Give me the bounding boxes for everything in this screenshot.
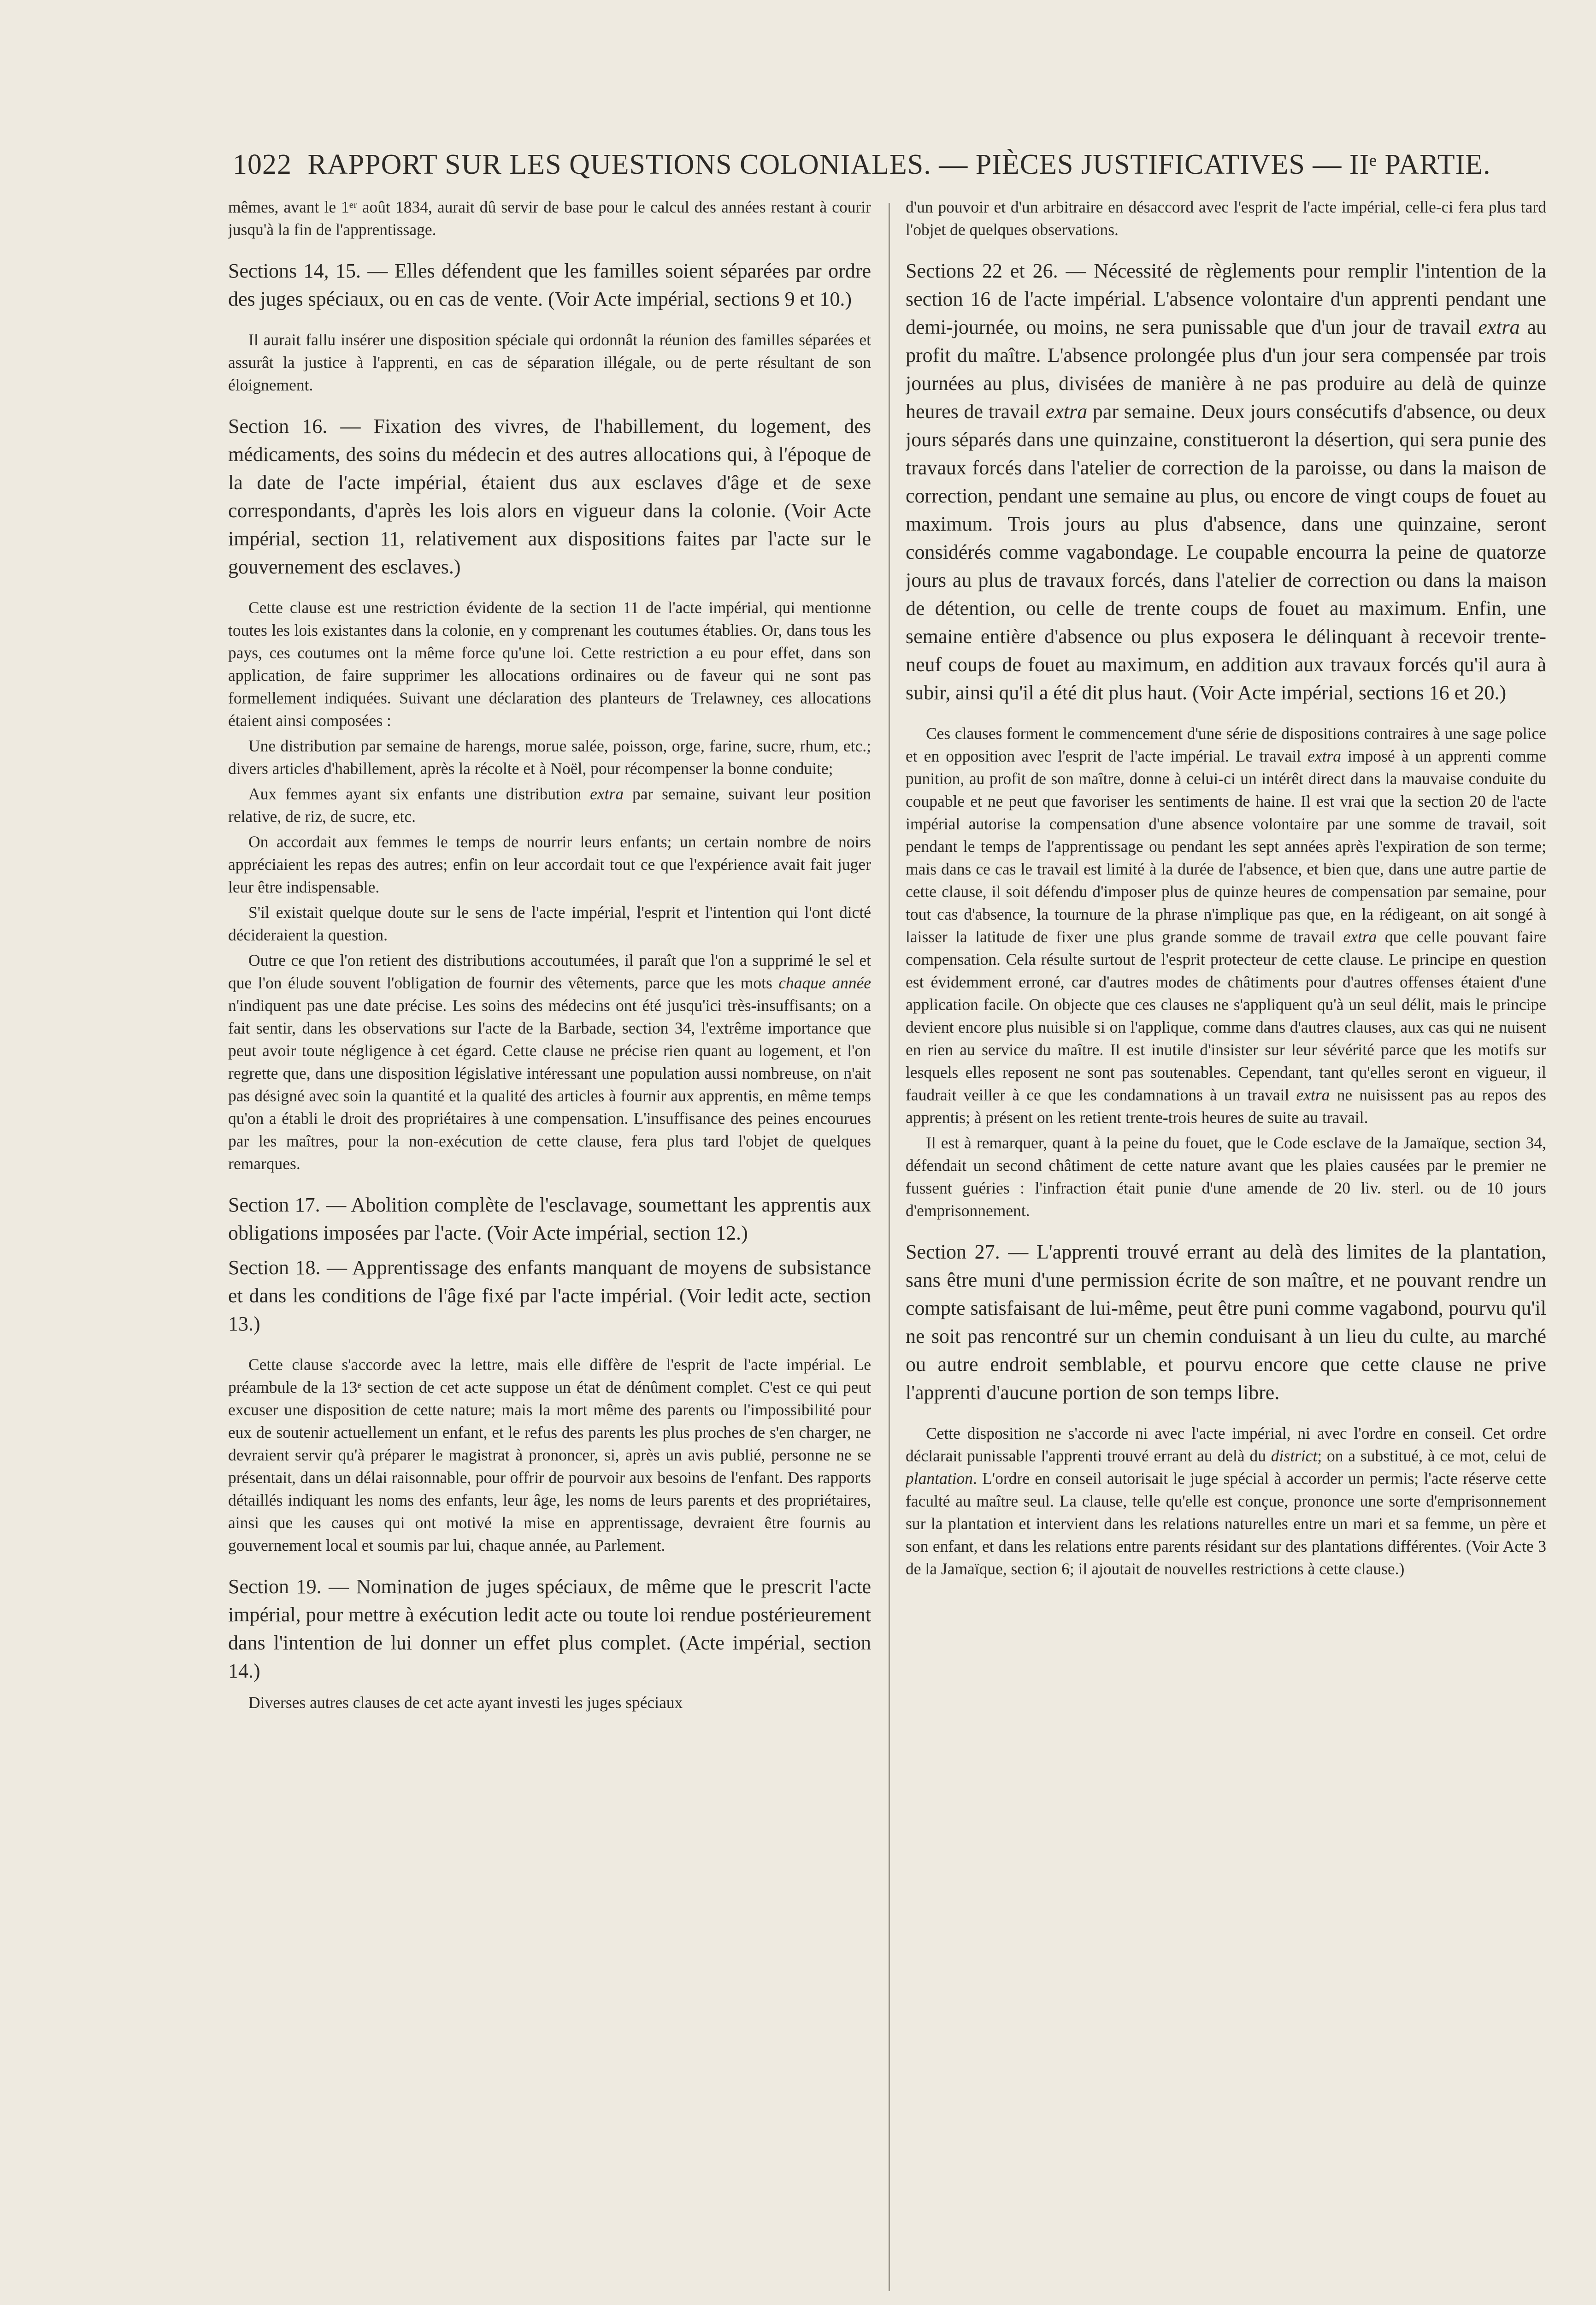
- section-heading-paragraph: Sections 22 et 26. — Nécessité de règlements pour remplir l'intention de la section 16 de l'acte impérial. L'absence volontaire d'un apprenti pendant une demi-journée, ou moins, ne sera punissable que d'un jour de travail extra au profit du maître. L'absence prolongée plus d'un jour sera compensée par trois journées au plus, divisées de manière à ne pas produire au delà de quinze heures de travail extra par semaine. Deux jours consécutifs d'absence, ou deux jours séparés dans une quinzaine, constitueront la désertion, qui sera punie des travaux forcés dans l'atelier de correction de la paroisse, ou dans la maison de correction, pendant une semaine au plus, ou encore de vingt coups de fouet au maximum. Trois jours au plus d'absence, dans une quinzaine, seront considérés comme vagabondage. Le coupable encourra la peine de quatorze jours au plus de travaux forcés, dans l'atelier de correction ou dans la maison de détention, ou celle de trente coups de fouet au maximum. Enfin, une semaine entière d'absence ou plus exposera le délinquant à recevoir trente-neuf coups de fouet au maximum, en addition aux travaux forcés qu'il aura à subir, ainsi qu'il a été dit plus haut. (Voir Acte impérial, sections 16 et 20.): [906, 260, 1546, 704]
- commentary-paragraph: Cette clause est une restriction évidente de la section 11 de l'acte impérial, qui mentionne toutes les lois existantes dans la colonie, en y comprenant les coutumes établies. Or, dans tous les pays, ces coutumes ont la même force qu'une loi. Cette restriction a eu pour effet, dans son application, de faire supprimer les allocations ordinaires ou de faveur qui ne sont pas formellement indiquées. Suivant une déclaration des planteurs de Trelawney, ces allocations étaient ainsi composées :: [228, 598, 871, 730]
- commentary-paragraph: Ces clauses forment le commencement d'une série de dispositions contraires à une sage police et en opposition avec l'esprit de l'acte impérial. Le travail extra imposé à un apprenti comme punition, au profit de son maître, donne à celui-ci un intérêt direct dans la mauvaise conduite du coupable et ne peut que favoriser les sentiments de haine. Il est vrai que la section 20 de l'acte impérial autorise la compensation d'une absence volontaire par une somme de travail, soit pendant le temps de l'apprentissage ou pendant les sept années après l'expiration de son terme; mais dans ce cas le travail est limité à la durée de l'absence, et bien que, dans une autre partie de cette clause, il soit défendu d'imposer plus de quinze heures de compensation par semaine, pour tout cas d'absence, la tournure de la phrase n'implique pas que, en la rédigeant, on ait songé à laisser la latitude de fixer une plus grande somme de travail extra que celle pouvant faire compensation. Cela résulte surtout de l'esprit protecteur de cette clause. Le principe en question est évidemment erroné, car d'autres modes de châtiments pour d'autres offenses étaient d'une application facile. On objecte que ces clauses ne s'appliquent qu'à un seul délit, mais le principe devient encore plus nuisible si on l'applique, comme dans d'autres clauses, aux cas qui ne nuisent en rien au service du maître. Il est inutile d'insister sur leur sévérité parce que les motifs sur lesquels elles reposent ne sont pas soutenables. Cependant, tant qu'elles seront en vigueur, il faudrait veiller à ce que les condamnations à un travail extra ne nuisissent pas au repos des apprentis; à présent on les retient trente-trois heures de suite au travail.: [906, 724, 1546, 1127]
- paragraph: d'un pouvoir et d'un arbitraire en désaccord avec l'esprit de l'acte impérial, celle-ci fera plus tard l'objet de quelques observations.: [906, 198, 1546, 239]
- section-heading-paragraph: Sections 14, 15. — Elles défendent que les familles soient séparées par ordre des juges spéciaux, ou en cas de vente. (Voir Acte impérial, sections 9 et 10.): [228, 260, 871, 310]
- paragraph: mêmes, avant le 1ᵉʳ août 1834, aurait dû servir de base pour le calcul des années restant à courir jusqu'à la fin de l'apprentissage.: [228, 198, 871, 239]
- commentary-paragraph: Cette clause s'accorde avec la lettre, mais elle diffère de l'esprit de l'acte impérial. Le préambule de la 13ᵉ section de cet acte suppose un état de dénûment complet. C'est ce qui peut excuser une disposition de cette nature; mais la mort même des parents ou l'impossibilité pour eux de soutenir actuellement un enfant, et le refus des parents les plus proches de s'en charger, ne devraient servir qu'à préparer le magistrat à prononcer, si, après un avis publié, personne ne se présentait, dans un délai raisonnable, pour offrir de pourvoir aux besoins de l'enfant. Des rapports détaillés indiquant les noms des enfants, leur âge, les noms de leurs parents et des propriétaires, ainsi que les causes qui ont motivé la mise en apprentissage, devraient être fournis au gouvernement local et soumis par lui, chaque année, au Parlement.: [228, 1355, 871, 1554]
- running-header: [233, 148, 1496, 181]
- commentary-paragraph: On accordait aux femmes le temps de nourrir leurs enfants; un certain nombre de noirs appréciaient les repas des autres; enfin on leur accordait tout ce que l'expérience avait fait juger leur être indispensable.: [228, 833, 871, 896]
- commentary-paragraph: Outre ce que l'on retient des distributions accoutumées, il paraît que l'on a supprimé le sel et que l'on élude souvent l'obligation de fournir des vêtements, parce que les mots chaque année n'indiquent pas une date précise. Les soins des médecins ont été jusqu'ici très-insuffisants; on a fait sentir, dans les observations sur l'acte de la Barbade, section 34, l'extrême importance que peut avoir toute négligence à cet égard. Cette clause ne précise rien quant au logement, et l'on regrette que, dans une disposition législative intéressant une population aussi nombreuse, on n'ait pas désigné avec soin la quantité et la qualité des articles à fournir aux apprentis, en même temps qu'on a établi le droit des propriétaires à une compensation. L'insuffisance des peines encourues par les maîtres, pour la non-exécution de cette clause, fera plus tard l'objet de quelques remarques.: [228, 951, 871, 1173]
- commentary-paragraph: Il est à remarquer, quant à la peine du fouet, que le Code esclave de la Jamaïque, section 34, défendait un second châtiment de cette nature avant que les plaies causées par le premier ne fussent guéries : l'infraction était punie d'une amende de 20 liv. sterl. ou de 10 jours d'emprisonnement.: [906, 1134, 1546, 1220]
- running-title: RAPPORT SUR LES QUESTIONS COLONIALES. — PIÈCES JUSTIFICATIVES — IIᵉ PARTIE.: [307, 149, 1491, 180]
- commentary-paragraph: Une distribution par semaine de harengs, morue salée, poisson, orge, farine, sucre, rhum, etc.; divers articles d'habillement, après la récolte et à Noël, pour récompenser la bonne conduite;: [228, 737, 871, 778]
- section-heading-paragraph: Section 27. — L'apprenti trouvé errant au delà des limites de la plantation, sans être muni d'une permission écrite de son maître, et ne pouvant rendre un compte satisfaisant de lui-même, peut être puni comme vagabond, pourvu qu'il ne soit pas rencontré sur un chemin conduisant à un lieu du culte, au marché ou autre endroit semblable, et pourvu encore que cette clause ne prive l'apprenti d'aucune portion de son temps libre.: [906, 1241, 1546, 1404]
- commentary-paragraph: Aux femmes ayant six enfants une distribution extra par semaine, suivant leur position relative, de riz, de sucre, etc.: [228, 785, 871, 826]
- section-heading-paragraph: Section 16. — Fixation des vivres, de l'habillement, du logement, des médicaments, des soins du médecin et des autres allocations qui, à l'époque de la date de l'acte impérial, étaient dus aux esclaves d'âge et de sexe correspondants, d'après les lois alors en vigueur dans la colonie. (Voir Acte impérial, section 11, relativement aux dispositions faites par l'acte sur le gouvernement des esclaves.): [228, 415, 871, 578]
- commentary-paragraph: Cette disposition ne s'accorde ni avec l'acte impérial, ni avec l'ordre en conseil. Cet ordre déclarait punissable l'apprenti trouvé errant au delà du district; on a substitué, à ce mot, celui de plantation. L'ordre en conseil autorisait le juge spécial à accorder un permis; l'acte réserve cette faculté au maître seul. La clause, telle qu'elle est conçue, prononce une sorte d'emprisonnement sur la plantation et intervient dans les relations naturelles entre un mari et sa femme, un père et son enfant, et dans les relations entre parents résidant sur des plantations différentes. (Voir Acte 3 de la Jamaïque, section 6; il ajoutait de nouvelles restrictions à cette clause.): [906, 1424, 1546, 1578]
- commentary-paragraph: Diverses autres clauses de cet acte ayant investi les juges spéciaux: [248, 1693, 683, 1712]
- right-column: [906, 196, 1546, 2280]
- commentary-paragraph: Il aurait fallu insérer une disposition spéciale qui ordonnât la réunion des familles séparées et assurât la justice à l'apprenti, en cas de séparation illégale, ou de perte résultant de son éloignement.: [228, 331, 871, 394]
- section-heading-paragraph: Section 18. — Apprentissage des enfants manquant de moyens de subsistance et dans les conditions de l'âge fixé par l'acte impérial. (Voir ledit acte, section 13.): [228, 1256, 871, 1335]
- section-heading-paragraph: Section 19. — Nomination de juges spéciaux, de même que le prescrit l'acte impérial, pour mettre à exécution ledit acte ou toute loi rendue postérieurement dans l'intention de lui donner un effet plus complet. (Acte impérial, section 14.): [228, 1575, 871, 1682]
- left-column: [228, 196, 871, 2280]
- page-number: 1022: [233, 149, 292, 180]
- section-heading-paragraph: Section 17. — Abolition complète de l'esclavage, soumettant les apprentis aux obligations imposées par l'acte. (Voir Acte impérial, section 12.): [228, 1194, 871, 1244]
- commentary-paragraph: S'il existait quelque doute sur le sens de l'acte impérial, l'esprit et l'intention qui l'ont dicté décideraient la question.: [228, 903, 871, 944]
- column-divider: [889, 203, 890, 2291]
